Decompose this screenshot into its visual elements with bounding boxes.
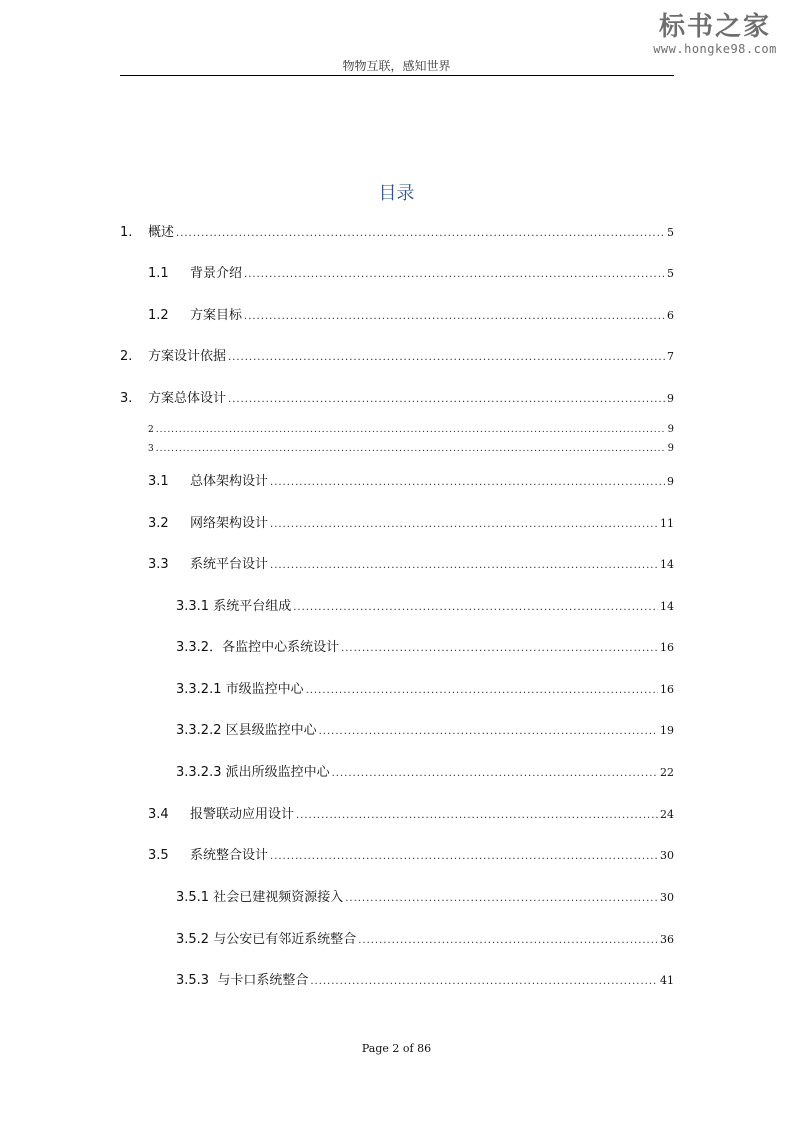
toc-entry-page: 7 [667,350,674,363]
toc-leader-dots [270,516,658,534]
toc-leader-dots [270,848,658,866]
toc-entry[interactable] [176,639,674,657]
site-logo [645,12,785,56]
toc-leader-dots [176,225,665,243]
toc-entry-label: 3.5.3 与卡口系统整合 [176,973,309,988]
toc-entry-label: 概述 [148,225,175,240]
toc-entry-page: 19 [660,724,674,737]
toc-entry-label: 总体架构设计 [190,474,269,489]
toc-entry[interactable] [176,598,674,616]
toc-entry-page: 6 [667,309,674,322]
toc-entry-label: 3.3.1 系统平台组成 [176,599,292,614]
toc-entry-page: 24 [660,808,674,821]
toc-leader-dots [345,890,658,908]
toc-leader-dots [310,973,658,991]
toc-entry[interactable] [176,972,674,990]
toc-entry[interactable] [148,806,674,824]
logo-url-text: www.hongke98.com [653,42,777,56]
toc-entry[interactable] [148,307,674,325]
toc-entry-label: 报警联动应用设计 [190,807,295,822]
toc-entry[interactable] [148,847,674,865]
toc-entry-page: 36 [660,933,674,946]
toc-leader-dots [156,443,666,455]
toc-leader-dots [270,474,665,492]
toc-entry-number: 1.2 [148,308,169,323]
toc-leader-dots [296,807,658,825]
toc-leader-dots [244,308,665,326]
toc-entry[interactable] [176,889,674,907]
toc-entry-page: 16 [660,683,674,696]
toc-entry-page: 16 [660,641,674,654]
toc-entry-number: 3.3 [148,557,169,572]
toc-entry-label: 方案总体设计 [148,391,227,406]
toc-entry-page: 30 [660,849,674,862]
toc-entry[interactable] [176,764,674,782]
toc-entry-page: 11 [660,517,674,530]
toc-leader-dots [228,391,665,409]
toc-leader-dots [270,557,658,575]
toc-entry-label: 网络架构设计 [190,516,269,531]
toc-leader-dots [228,349,665,367]
toc-leader-dots [306,682,658,700]
toc-entry[interactable] [148,473,674,491]
toc-entry-number: 3. [120,391,133,406]
toc-entry-page: 5 [667,226,674,239]
header-divider [120,75,674,76]
toc-entry-label: 3.3.2.2 区县级监控中心 [176,723,317,738]
logo-main-text: 标书之家 [658,12,771,42]
toc-leader-dots [319,723,658,741]
toc-entry-label: 3.5.1 社会已建视频资源接入 [176,890,344,905]
toc-entry[interactable] [176,931,674,949]
toc-entry-number: 1. [120,225,133,240]
toc-entry-label: 方案设计依据 [148,349,227,364]
toc-entry-number: 2. [120,349,133,364]
toc-leader-dots [358,932,658,950]
toc-entry[interactable] [176,722,674,740]
toc-entry-label: 3.3.2．各监控中心系统设计 [176,640,340,655]
toc-leader-dots [156,424,666,436]
toc-entry-label: 系统整合设计 [190,848,269,863]
toc-entry-number: 3.1 [148,474,169,489]
toc-entry-page: 9 [667,424,674,435]
toc-title: 目录 [378,183,415,204]
toc-entry[interactable] [148,424,674,436]
toc-leader-dots [341,640,658,658]
toc-entry-label: 系统平台设计 [190,557,269,572]
toc-entry-page: 41 [660,974,674,987]
toc-entry[interactable] [120,224,674,242]
toc-entry-label: 方案目标 [190,308,243,323]
toc-entry-number: 1.1 [148,266,169,281]
toc-entry-page: 9 [667,475,674,488]
toc-entry-page: 14 [660,600,674,613]
toc-entry-page: 9 [667,392,674,405]
toc-entry-label: 3.3.2.1 市级监控中心 [176,682,304,697]
toc-entry[interactable] [148,515,674,533]
toc-leader-dots [332,765,658,783]
toc-entry-label: 3.5.2 与公安已有邻近系统整合 [176,932,357,947]
toc-entry[interactable] [148,443,674,455]
toc-entry-page: 5 [667,267,674,280]
page-header: 物物互联，感知世界 [342,59,451,73]
toc-entry[interactable] [148,265,674,283]
toc-entry-page: 14 [660,558,674,571]
toc-entry-page: 22 [660,766,674,779]
toc-entry-label: 背景介绍 [190,266,243,281]
toc-entry-page: 9 [667,443,674,454]
toc-entry[interactable] [120,390,674,408]
toc-entry-number: 3.2 [148,516,169,531]
toc-entry[interactable] [120,348,674,366]
toc-leader-dots [293,599,658,617]
toc-entry-page: 30 [660,891,674,904]
toc-entry[interactable] [176,681,674,699]
toc-entry-number: 2 [148,425,154,435]
toc-entry-label: 3.3.2.3 派出所级监控中心 [176,765,330,780]
toc-entry-number: 3.5 [148,848,169,863]
toc-leader-dots [244,266,665,284]
page-footer: Page 2 of 86 [361,1042,432,1055]
toc-entry-number: 3.4 [148,807,169,822]
toc-entry-number: 3 [148,444,154,454]
toc-entry[interactable] [148,556,674,574]
